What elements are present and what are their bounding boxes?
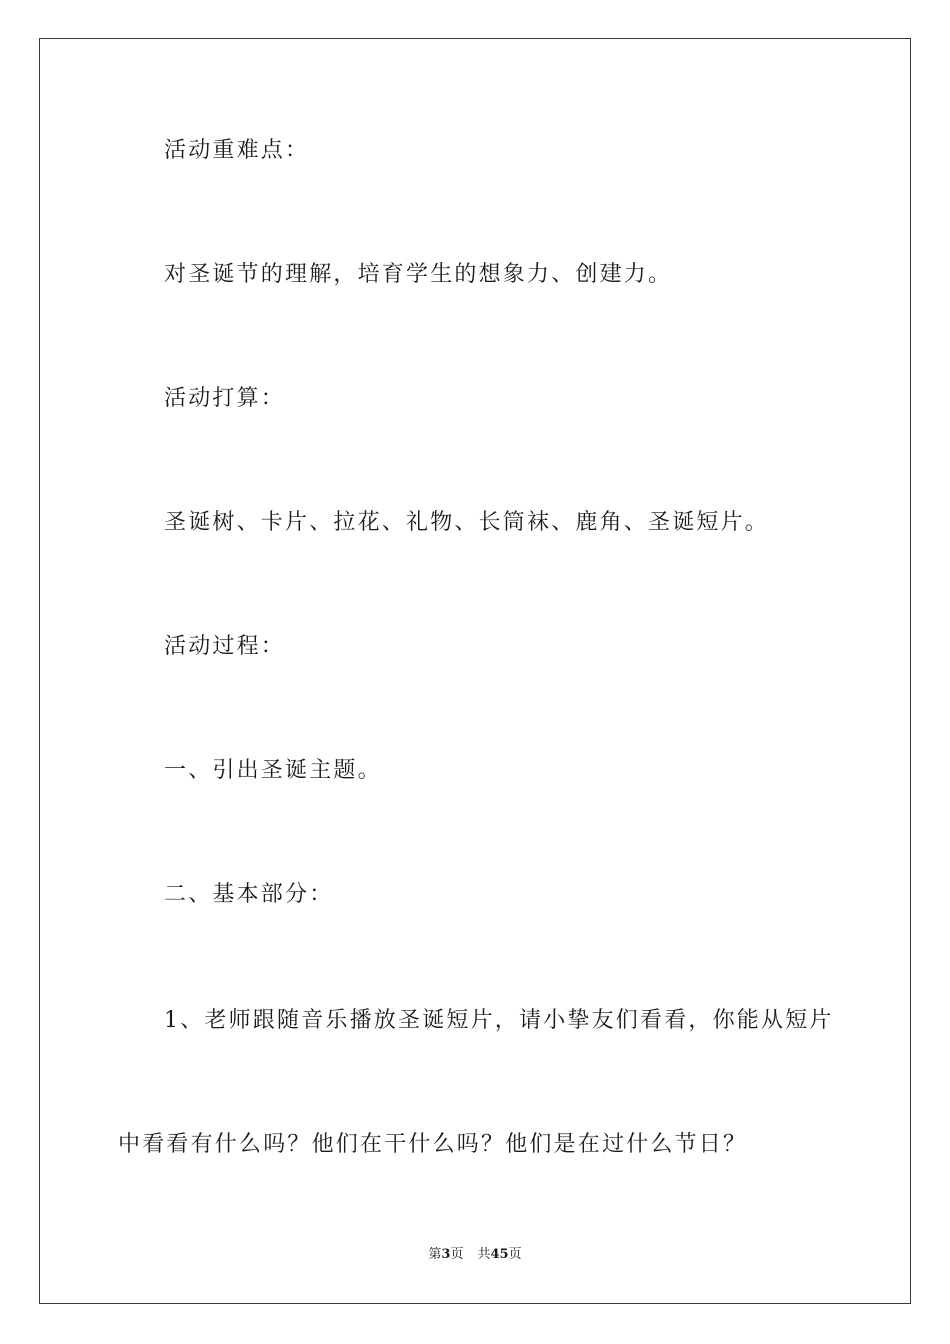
footer-page-number: 3 [441,1247,451,1262]
heading-key-points: 活动重难点： [164,138,310,163]
footer-page-suffix: 页 [450,1247,464,1262]
paragraph-step-two: 二、基本部分： [164,882,334,907]
footer-page-prefix: 第 [428,1247,442,1262]
footer-total-pages: 45 [490,1247,509,1262]
footer-total-suffix: 页 [508,1247,522,1262]
paragraph-item-1-line-2: 中看看有什么吗？他们在干什么吗？他们是在过什么节日？ [118,1132,748,1157]
heading-process: 活动过程： [164,634,286,659]
paragraph-key-points-body: 对圣诞节的理解，培育学生的想象力、创建力。 [164,262,673,287]
paragraph-step-one: 一、引出圣诞主题。 [164,758,382,783]
paragraph-item-1-line-1: 1、老师跟随音乐播放圣诞短片，请小挚友们看看，你能从短片 [164,1008,834,1033]
page-border [39,38,911,1304]
heading-preparation: 活动打算： [164,386,286,411]
footer-total-prefix: 共 [477,1247,491,1262]
page-footer [0,1246,950,1264]
paragraph-preparation-body: 圣诞树、卡片、拉花、礼物、长筒袜、鹿角、圣诞短片。 [164,510,770,535]
